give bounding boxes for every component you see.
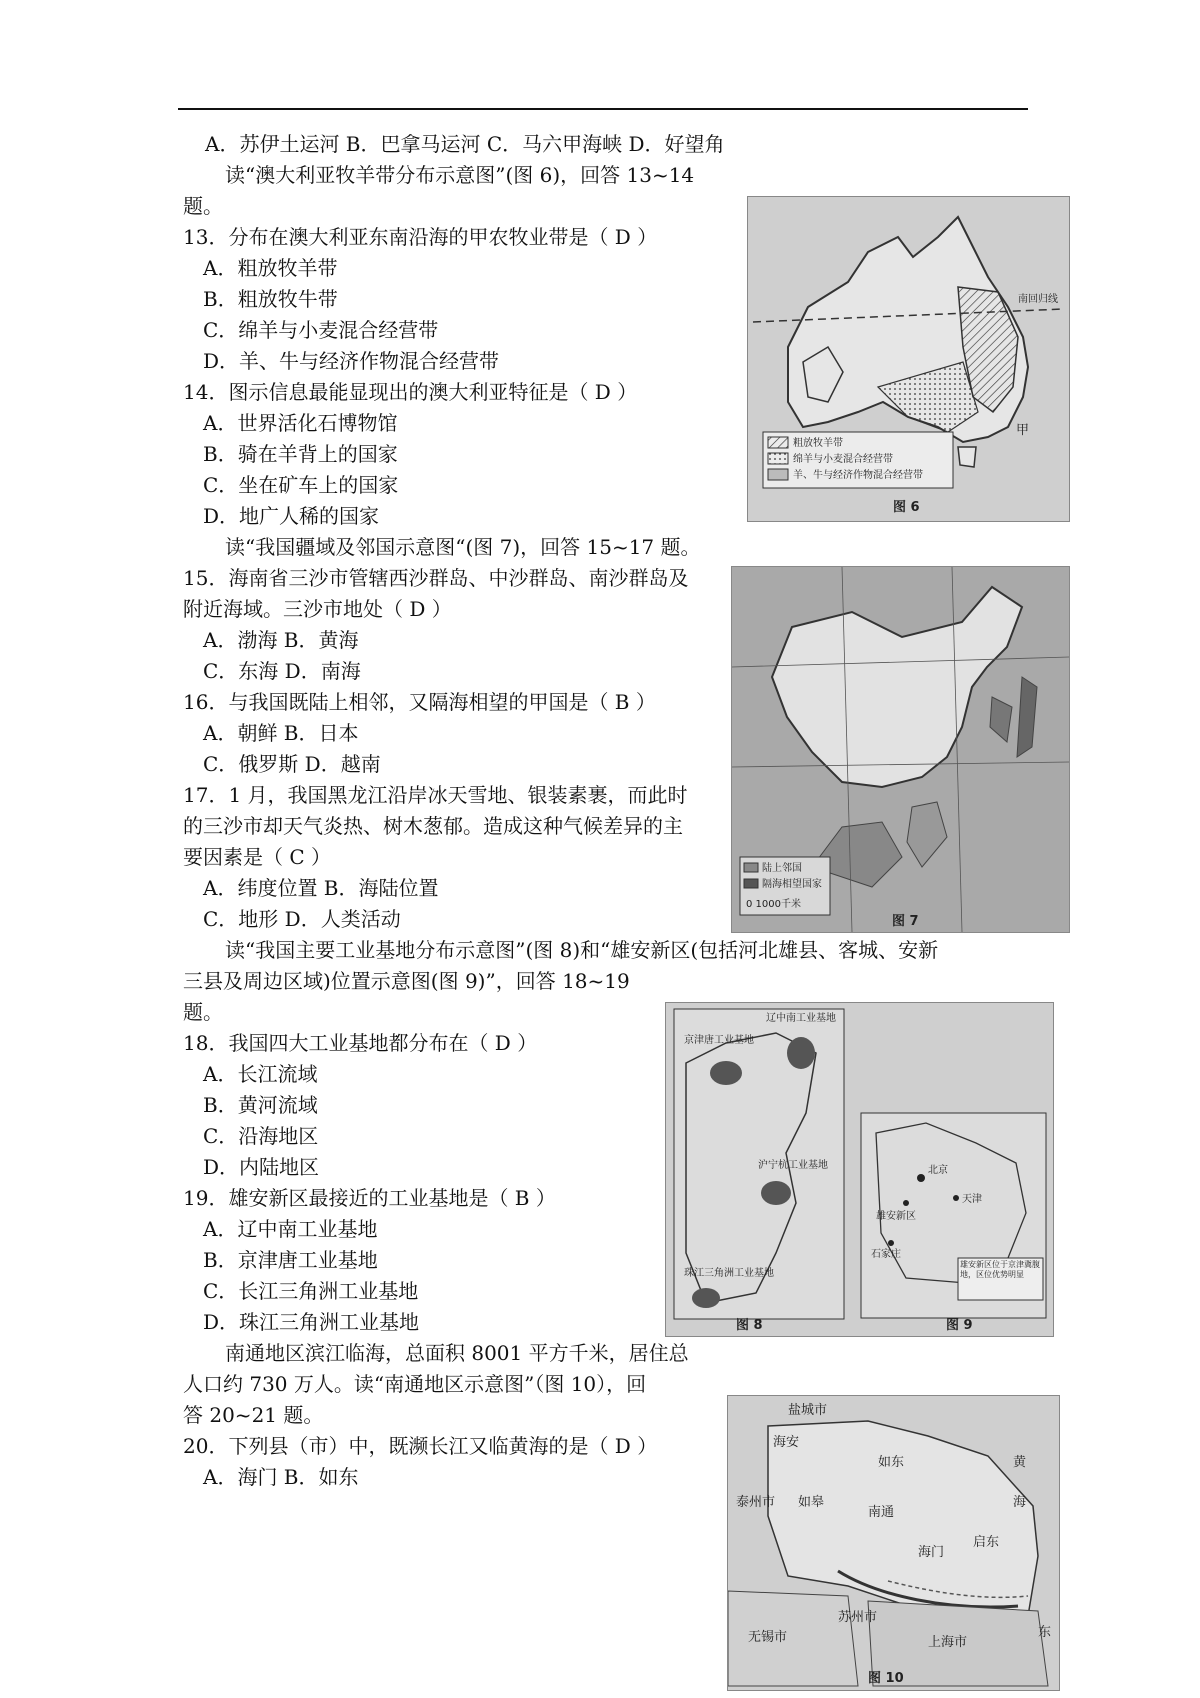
text-line: A．朝鲜 B．日本 [203,721,359,745]
label-jingjintang: 京津唐工业基地 [684,1035,754,1046]
text-line: B．粗放牧牛带 [203,287,338,311]
label-xiongan: 雄安新区 [876,1211,916,1222]
legend-item-2: 绵羊与小麦混合经营带 [793,454,893,465]
text-line: A．苏伊土运河 B．巴拿马运河 C．马六甲海峡 D．好望角 [205,132,725,156]
text-line: C．绵羊与小麦混合经营带 [203,318,439,342]
text-line: C．地形 D．人类活动 [203,907,401,931]
figure-10-caption: 图 10 [868,1671,904,1686]
text-line: 读“我国主要工业基地分布示意图”(图 8)和“雄安新区(包括河北雄县、客城、安新 [225,938,939,962]
place-shanghai: 上海市 [928,1635,968,1650]
text-line: 人口约 730 万人。读“南通地区示意图”（图 10），回 [183,1372,647,1396]
text-line: A．渤海 B．黄海 [203,628,359,652]
text-line: 题。 [183,194,223,218]
text-line: 三县及周边区域)位置示意图(图 9)”，回答 18~19 [183,969,630,993]
text-line: A．海门 B．如东 [203,1465,359,1489]
place-haian: 海安 [773,1435,800,1450]
place-hai: 海 [1013,1495,1027,1510]
text-line: A．世界活化石博物馆 [203,411,398,435]
label-tianjin: 天津 [962,1194,982,1205]
header-rule [178,108,1028,110]
label-liaozhongnan: 辽中南工业基地 [766,1013,836,1024]
text-line: 18．我国四大工业基地都分布在（ D ） [183,1031,538,1055]
tropic-label: 南回归线 [1018,294,1058,305]
text-line: C．坐在矿车上的国家 [203,473,399,497]
figure-6-australia-map [747,196,1070,522]
text-line: 要因素是（ C ） [183,845,332,869]
text-line: 15．海南省三沙市管辖西沙群岛、中沙群岛、南沙群岛及 [183,566,689,590]
place-rugao: 如皋 [798,1495,825,1510]
place-yancheng: 盐城市 [788,1403,828,1418]
text-line: D．珠江三角洲工业基地 [203,1310,420,1334]
place-dong: 东 [1038,1625,1052,1640]
text-line: 19．雄安新区最接近的工业基地是（ B ） [183,1186,556,1210]
figure-9-caption: 图 9 [946,1318,973,1333]
place-huang: 黄 [1013,1455,1027,1470]
point-jia-label: 甲 [1016,423,1030,438]
place-wuxi: 无锡市 [748,1630,788,1645]
place-taizhou: 泰州市 [736,1495,776,1510]
text-line: 17．1 月，我国黑龙江沿岸冰天雪地、银装素裹，而此时 [183,783,688,807]
figure-9-note: 雄安新区位于京津冀腹地，区位优势明显 [960,1260,1040,1279]
text-line: D．地广人稀的国家 [203,504,380,528]
figure-10-nantong-map [727,1395,1060,1691]
text-line: C．长江三角洲工业基地 [203,1279,419,1303]
legend-item-1: 粗放牧羊带 [793,438,843,449]
text-line: 的三沙市却天气炎热、树木葱郁。造成这种气候差异的主 [183,814,683,838]
figure-7-caption: 图 7 [892,914,919,929]
figure-8-9-maps [665,1002,1054,1337]
text-line: D．羊、牛与经济作物混合经营带 [203,349,500,373]
legend-item-3: 羊、牛与经济作物混合经营带 [793,470,923,481]
figure-7-china-map [731,566,1070,933]
text-line: 读“我国疆域及邻国示意图“(图 7)，回答 15~17 题。 [225,535,701,559]
text-line: C．俄罗斯 D．越南 [203,752,381,776]
legend-land-neighbors: 陆上邻国 [762,863,802,874]
label-beijing: 北京 [928,1165,948,1176]
text-line: 南通地区滨江临海，总面积 8001 平方千米，居住总 [225,1341,689,1365]
text-line: D．内陆地区 [203,1155,320,1179]
text-line: 14．图示信息最能显现出的澳大利亚特征是（ D ） [183,380,638,404]
text-line: B．京津唐工业基地 [203,1248,378,1272]
text-line: A．粗放牧羊带 [203,256,338,280]
figure-8-caption: 图 8 [736,1318,763,1333]
place-qidong: 启东 [973,1535,1000,1550]
text-line: C．沿海地区 [203,1124,319,1148]
text-line: 附近海域。三沙市地处（ D ） [183,597,452,621]
text-line: A．纬度位置 B．海陆位置 [203,876,439,900]
place-nantong: 南通 [868,1505,895,1520]
text-line: 20．下列县（市）中，既濒长江又临黄海的是（ D ） [183,1434,658,1458]
text-line: 16．与我国既陆上相邻，又隔海相望的甲国是（ B ） [183,690,656,714]
text-line: 13．分布在澳大利亚东南沿海的甲农牧业带是（ D ） [183,225,658,249]
label-huningtang: 沪宁杭工业基地 [758,1160,828,1171]
label-zhusanjiao: 珠江三角洲工业基地 [684,1268,774,1279]
legend-sea-neighbors: 隔海相望国家 [762,879,822,890]
text-line: C．东海 D．南海 [203,659,361,683]
scale-bar: 0 1000千米 [746,899,801,910]
text-line: 答 20~21 题。 [183,1403,324,1427]
text-line: B．骑在羊背上的国家 [203,442,398,466]
text-line: 题。 [183,1000,223,1024]
figure-6-caption: 图 6 [893,500,920,515]
label-shijiazhuang: 石家庄 [871,1249,901,1260]
place-haimen: 海门 [918,1545,945,1560]
place-suzhou: 苏州市 [838,1610,878,1625]
text-line: A．长江流域 [203,1062,318,1086]
place-rudong: 如东 [878,1455,905,1470]
text-line: A．辽中南工业基地 [203,1217,378,1241]
text-line: 读“澳大利亚牧羊带分布示意图”(图 6)，回答 13~14 [225,163,695,187]
text-line: B．黄河流域 [203,1093,318,1117]
